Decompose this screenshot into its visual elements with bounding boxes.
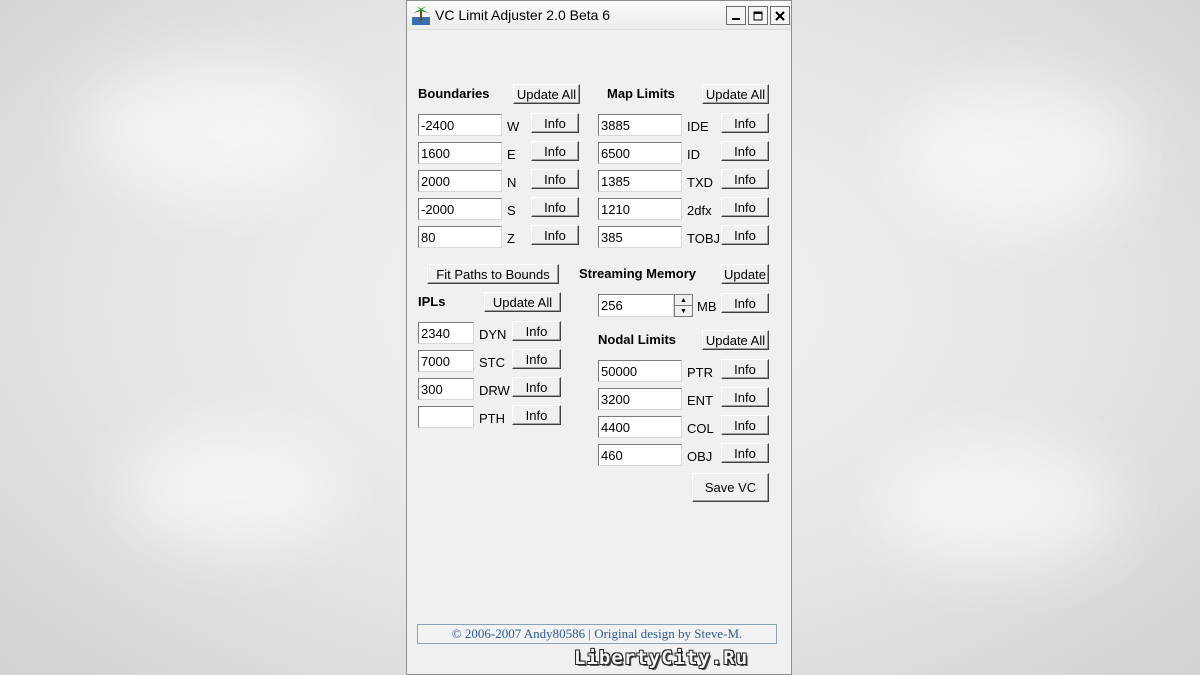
- spin-up-arrow-icon[interactable]: ▲: [675, 295, 692, 306]
- background-glow: [80, 60, 340, 200]
- streaming-memory-input[interactable]: [598, 294, 674, 317]
- streaming-memory-label: Streaming Memory: [579, 266, 697, 281]
- ipl-dyn-info-button[interactable]: Info: [512, 321, 561, 341]
- close-button[interactable]: [770, 6, 790, 25]
- nodal-update-all-button[interactable]: Update All: [702, 330, 769, 350]
- map-ide-input[interactable]: [598, 114, 682, 136]
- boundary-w-input[interactable]: [418, 114, 502, 136]
- nodal-ent-input[interactable]: [598, 388, 682, 410]
- ipl-stc-info-button[interactable]: Info: [512, 349, 561, 369]
- map-2dfx-unit: 2dfx: [687, 203, 712, 218]
- window-title: VC Limit Adjuster 2.0 Beta 6: [435, 7, 611, 23]
- nodal-col-unit: COL: [687, 421, 714, 436]
- background-glow: [120, 430, 340, 550]
- nodal-obj-unit: OBJ: [687, 449, 713, 464]
- nodal-obj-input[interactable]: [598, 444, 682, 466]
- save-vc-button[interactable]: Save VC: [692, 473, 769, 502]
- ipl-dyn-input[interactable]: [418, 322, 474, 344]
- spin-down-arrow-icon[interactable]: ▼: [680, 307, 687, 315]
- map-txd-input[interactable]: [598, 170, 682, 192]
- ipls-update-all-button[interactable]: Update All: [484, 292, 561, 312]
- fit-paths-to-bounds-button[interactable]: Fit Paths to Bounds: [427, 264, 559, 284]
- boundary-s-unit: S: [507, 203, 516, 218]
- close-icon: [775, 11, 785, 21]
- boundary-s-info-button[interactable]: Info: [531, 197, 579, 217]
- boundary-w-unit: W: [507, 119, 520, 134]
- minimize-icon: [731, 11, 741, 21]
- map-txd-unit: TXD: [687, 175, 713, 190]
- boundary-n-input[interactable]: [418, 170, 502, 192]
- nodal-col-input[interactable]: [598, 416, 682, 438]
- background-glow: [880, 440, 1120, 570]
- maximize-icon: [753, 11, 763, 21]
- streaming-memory-spinner: [674, 294, 693, 317]
- ipls-label: IPLs: [418, 294, 446, 309]
- palm-tree-icon: [412, 5, 430, 25]
- nodal-limits-label: Nodal Limits: [598, 332, 677, 347]
- title-bar[interactable]: [407, 1, 791, 30]
- ipl-pth-input[interactable]: [418, 406, 474, 428]
- streaming-info-button[interactable]: Info: [721, 293, 769, 313]
- streaming-update-button[interactable]: Update: [721, 264, 769, 284]
- nodal-ptr-input[interactable]: [598, 360, 682, 382]
- background-glow: [900, 80, 1140, 230]
- map-tobj-input[interactable]: [598, 226, 682, 248]
- nodal-ent-unit: ENT: [687, 393, 713, 408]
- nodal-ent-info-button[interactable]: Info: [721, 387, 769, 407]
- boundary-w-info-button[interactable]: Info: [531, 113, 579, 133]
- ipl-drw-info-button[interactable]: Info: [512, 377, 561, 397]
- ipl-dyn-unit: DYN: [479, 327, 507, 342]
- boundaries-label: Boundaries: [418, 86, 490, 101]
- boundary-z-input[interactable]: [418, 226, 502, 248]
- boundary-e-info-button[interactable]: Info: [531, 141, 579, 161]
- ipl-pth-info-button[interactable]: Info: [512, 405, 561, 425]
- credits-footer: © 2006-2007 Andy80586 | Original design by Steve-M.: [417, 624, 777, 644]
- boundary-z-unit: Z: [507, 231, 515, 246]
- ipl-drw-input[interactable]: [418, 378, 474, 400]
- ipl-drw-unit: DRW: [479, 383, 510, 398]
- map-id-info-button[interactable]: Info: [721, 141, 769, 161]
- map-limits-label: Map Limits: [607, 86, 675, 101]
- map-tobj-info-button[interactable]: Info: [721, 225, 769, 245]
- boundary-n-info-button[interactable]: Info: [531, 169, 579, 189]
- nodal-ptr-unit: PTR: [687, 365, 713, 380]
- streaming-memory-unit: MB: [697, 299, 717, 314]
- ipl-stc-input[interactable]: [418, 350, 474, 372]
- nodal-ptr-info-button[interactable]: Info: [721, 359, 769, 379]
- maximize-button[interactable]: [748, 6, 768, 25]
- map-txd-info-button[interactable]: Info: [721, 169, 769, 189]
- boundary-s-input[interactable]: [418, 198, 502, 220]
- boundary-e-input[interactable]: [418, 142, 502, 164]
- boundary-e-unit: E: [507, 147, 516, 162]
- nodal-obj-info-button[interactable]: Info: [721, 443, 769, 463]
- map-ide-unit: IDE: [687, 119, 709, 134]
- map-id-input[interactable]: [598, 142, 682, 164]
- map-tobj-unit: TOBJ: [687, 231, 720, 246]
- boundaries-update-all-button[interactable]: Update All: [513, 84, 580, 104]
- ipl-pth-unit: PTH: [479, 411, 505, 426]
- boundary-n-unit: N: [507, 175, 517, 190]
- map-limits-update-all-button[interactable]: Update All: [702, 84, 769, 104]
- map-2dfx-info-button[interactable]: Info: [721, 197, 769, 217]
- map-id-unit: ID: [687, 147, 700, 162]
- minimize-button[interactable]: [726, 6, 746, 25]
- boundary-z-info-button[interactable]: Info: [531, 225, 579, 245]
- nodal-col-info-button[interactable]: Info: [721, 415, 769, 435]
- site-watermark: LibertyCity.Ru: [574, 647, 749, 669]
- map-ide-info-button[interactable]: Info: [721, 113, 769, 133]
- map-2dfx-input[interactable]: [598, 198, 682, 220]
- ipl-stc-unit: STC: [479, 355, 505, 370]
